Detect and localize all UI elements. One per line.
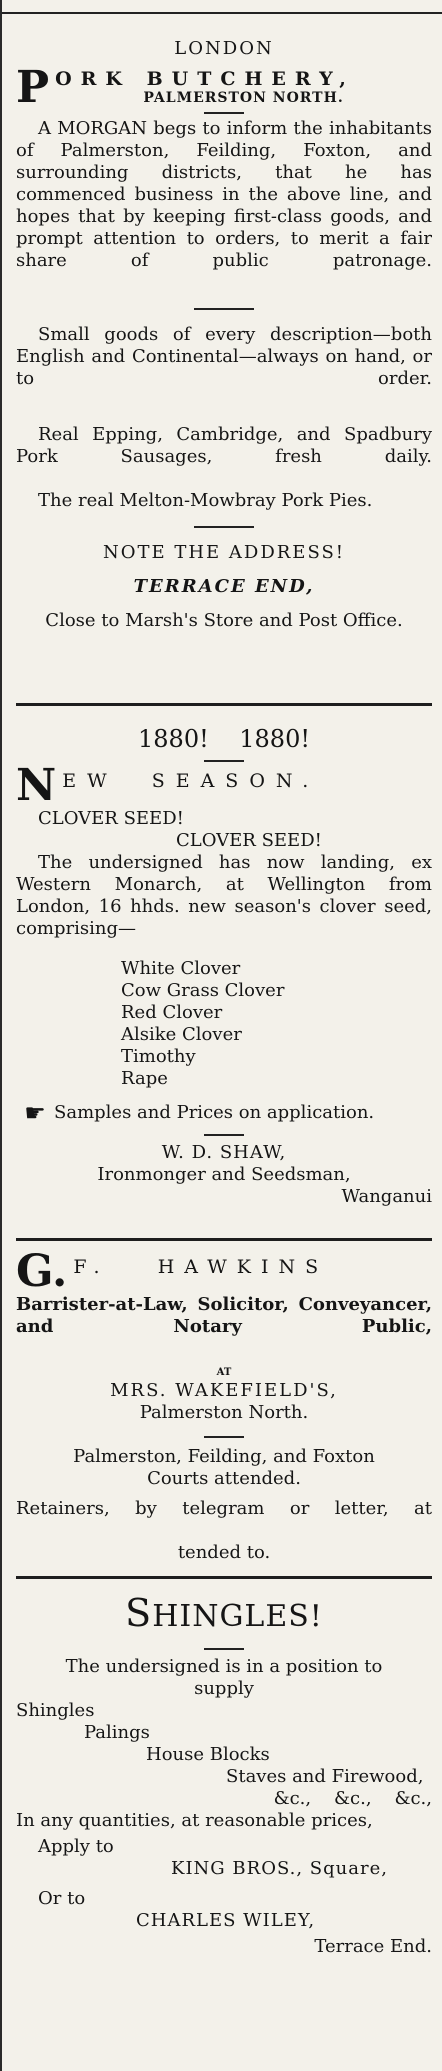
courts: Palmerston, Feilding, and Foxton xyxy=(73,1446,375,1467)
ad-title xyxy=(16,62,432,113)
list-item: Cow Grass Clover xyxy=(121,980,285,1001)
etc: &c., &c., &c., xyxy=(273,1788,432,1809)
samples-line xyxy=(16,1099,432,1127)
retainers: Retainers, by telegram or letter, at xyxy=(16,1498,432,1519)
wiley-place: Terrace End. xyxy=(314,1936,432,1957)
shingles-title xyxy=(16,1592,432,1642)
retainers: tended to. xyxy=(177,1542,271,1563)
title-rest: EW SEASON. xyxy=(62,770,320,792)
note-address: NOTE THE ADDRESS! xyxy=(102,542,346,563)
new-season-ad xyxy=(16,724,432,1208)
title-initial: G. xyxy=(16,1246,68,1297)
intro: supply xyxy=(194,1678,254,1699)
paragraph: A MORGAN begs to inform the inhabitants of Palmerston, Feilding, Foxton, and surrounding districts, that he has commenced business in the above line, and hopes that by keeping first-class goods, and prompt attention to orders, to merit a fair share of public patronage. xyxy=(16,118,432,271)
title-rest: ORK BUTCHERY, xyxy=(55,68,355,90)
close-to: Close to Marsh's Store and Post Office. xyxy=(45,610,403,631)
clover-line: CLOVER SEED! xyxy=(176,830,322,851)
courts: Courts attended. xyxy=(147,1468,301,1489)
divider xyxy=(204,1436,244,1438)
king-bros: KING BROS., Square, xyxy=(171,1858,388,1879)
list-item: Palings xyxy=(84,1722,150,1743)
list-item: Red Clover xyxy=(121,1002,223,1023)
pork-butchery-ad xyxy=(16,38,432,632)
divider xyxy=(194,308,254,310)
charles-wiley: CHARLES WILEY, xyxy=(136,1910,316,1931)
divider xyxy=(204,1648,244,1650)
list-item: House Blocks xyxy=(146,1744,270,1765)
divider xyxy=(204,1134,244,1136)
divider xyxy=(204,760,244,762)
list-item: Rape xyxy=(121,1068,168,1089)
or-to: Or to xyxy=(38,1888,86,1909)
title-initial: S xyxy=(125,1591,153,1635)
signer-place: Wanganui xyxy=(341,1186,432,1207)
town: Palmerston North. xyxy=(139,1402,309,1423)
years: 1880! 1880! xyxy=(138,725,310,753)
list-item: White Clover xyxy=(121,958,241,979)
title-rest: F. HAWKINS xyxy=(73,1256,329,1278)
title-rest: HINGLES! xyxy=(152,1599,323,1634)
paragraph: Barrister-at-Law, Solicitor, Conveyancer, and Notary Public, xyxy=(16,1294,432,1337)
title-initial: P xyxy=(16,62,50,113)
intro: The undersigned is in a position to xyxy=(65,1656,383,1677)
section-rule xyxy=(16,703,432,706)
section-rule xyxy=(16,1576,432,1579)
divider xyxy=(204,112,244,114)
title-initial: N xyxy=(16,760,57,811)
pointing-hand-icon: ☛ xyxy=(24,1099,46,1127)
list-item: Alsike Clover xyxy=(121,1024,242,1045)
place: MRS. WAKEFIELD'S, xyxy=(110,1380,338,1401)
hawkins-ad xyxy=(16,1246,432,1564)
at-label: AT xyxy=(216,1367,232,1378)
address: TERRACE END, xyxy=(133,576,315,597)
ad-title xyxy=(16,1246,432,1297)
location: PALMERSTON NORTH. xyxy=(143,90,344,106)
paragraph: Real Epping, Cambridge, and Spadbury Pork Sausages, fresh daily. xyxy=(16,424,432,467)
quantities: In any quantities, at reasonable prices, xyxy=(16,1810,373,1831)
samples-text: Samples and Prices on application. xyxy=(54,1102,375,1123)
list-item: Staves and Firewood, xyxy=(226,1766,424,1787)
ad-title xyxy=(16,760,432,811)
list-item: Timothy xyxy=(121,1046,196,1067)
paragraph: The real Melton-Mowbray Pork Pies. xyxy=(38,490,373,511)
shingles-ad xyxy=(16,1592,432,1958)
paragraph: The undersigned has now landing, ex Western Monarch, at Wellington from London, 16 hhds. new season's clover seed, comprising— xyxy=(16,852,432,939)
apply-to: Apply to xyxy=(38,1836,114,1857)
top-rule xyxy=(2,12,442,14)
ad-header: LONDON xyxy=(174,38,274,59)
clover-line: CLOVER SEED! xyxy=(38,808,184,829)
signer-trade: Ironmonger and Seedsman, xyxy=(97,1164,351,1185)
divider xyxy=(194,526,254,528)
paragraph: Small goods of every description—both English and Continental—always on hand, or to order. xyxy=(16,324,432,389)
list-item: Shingles xyxy=(16,1700,95,1721)
seed-list xyxy=(16,958,432,1090)
signer: W. D. SHAW, xyxy=(161,1142,287,1163)
section-rule xyxy=(16,1238,432,1241)
